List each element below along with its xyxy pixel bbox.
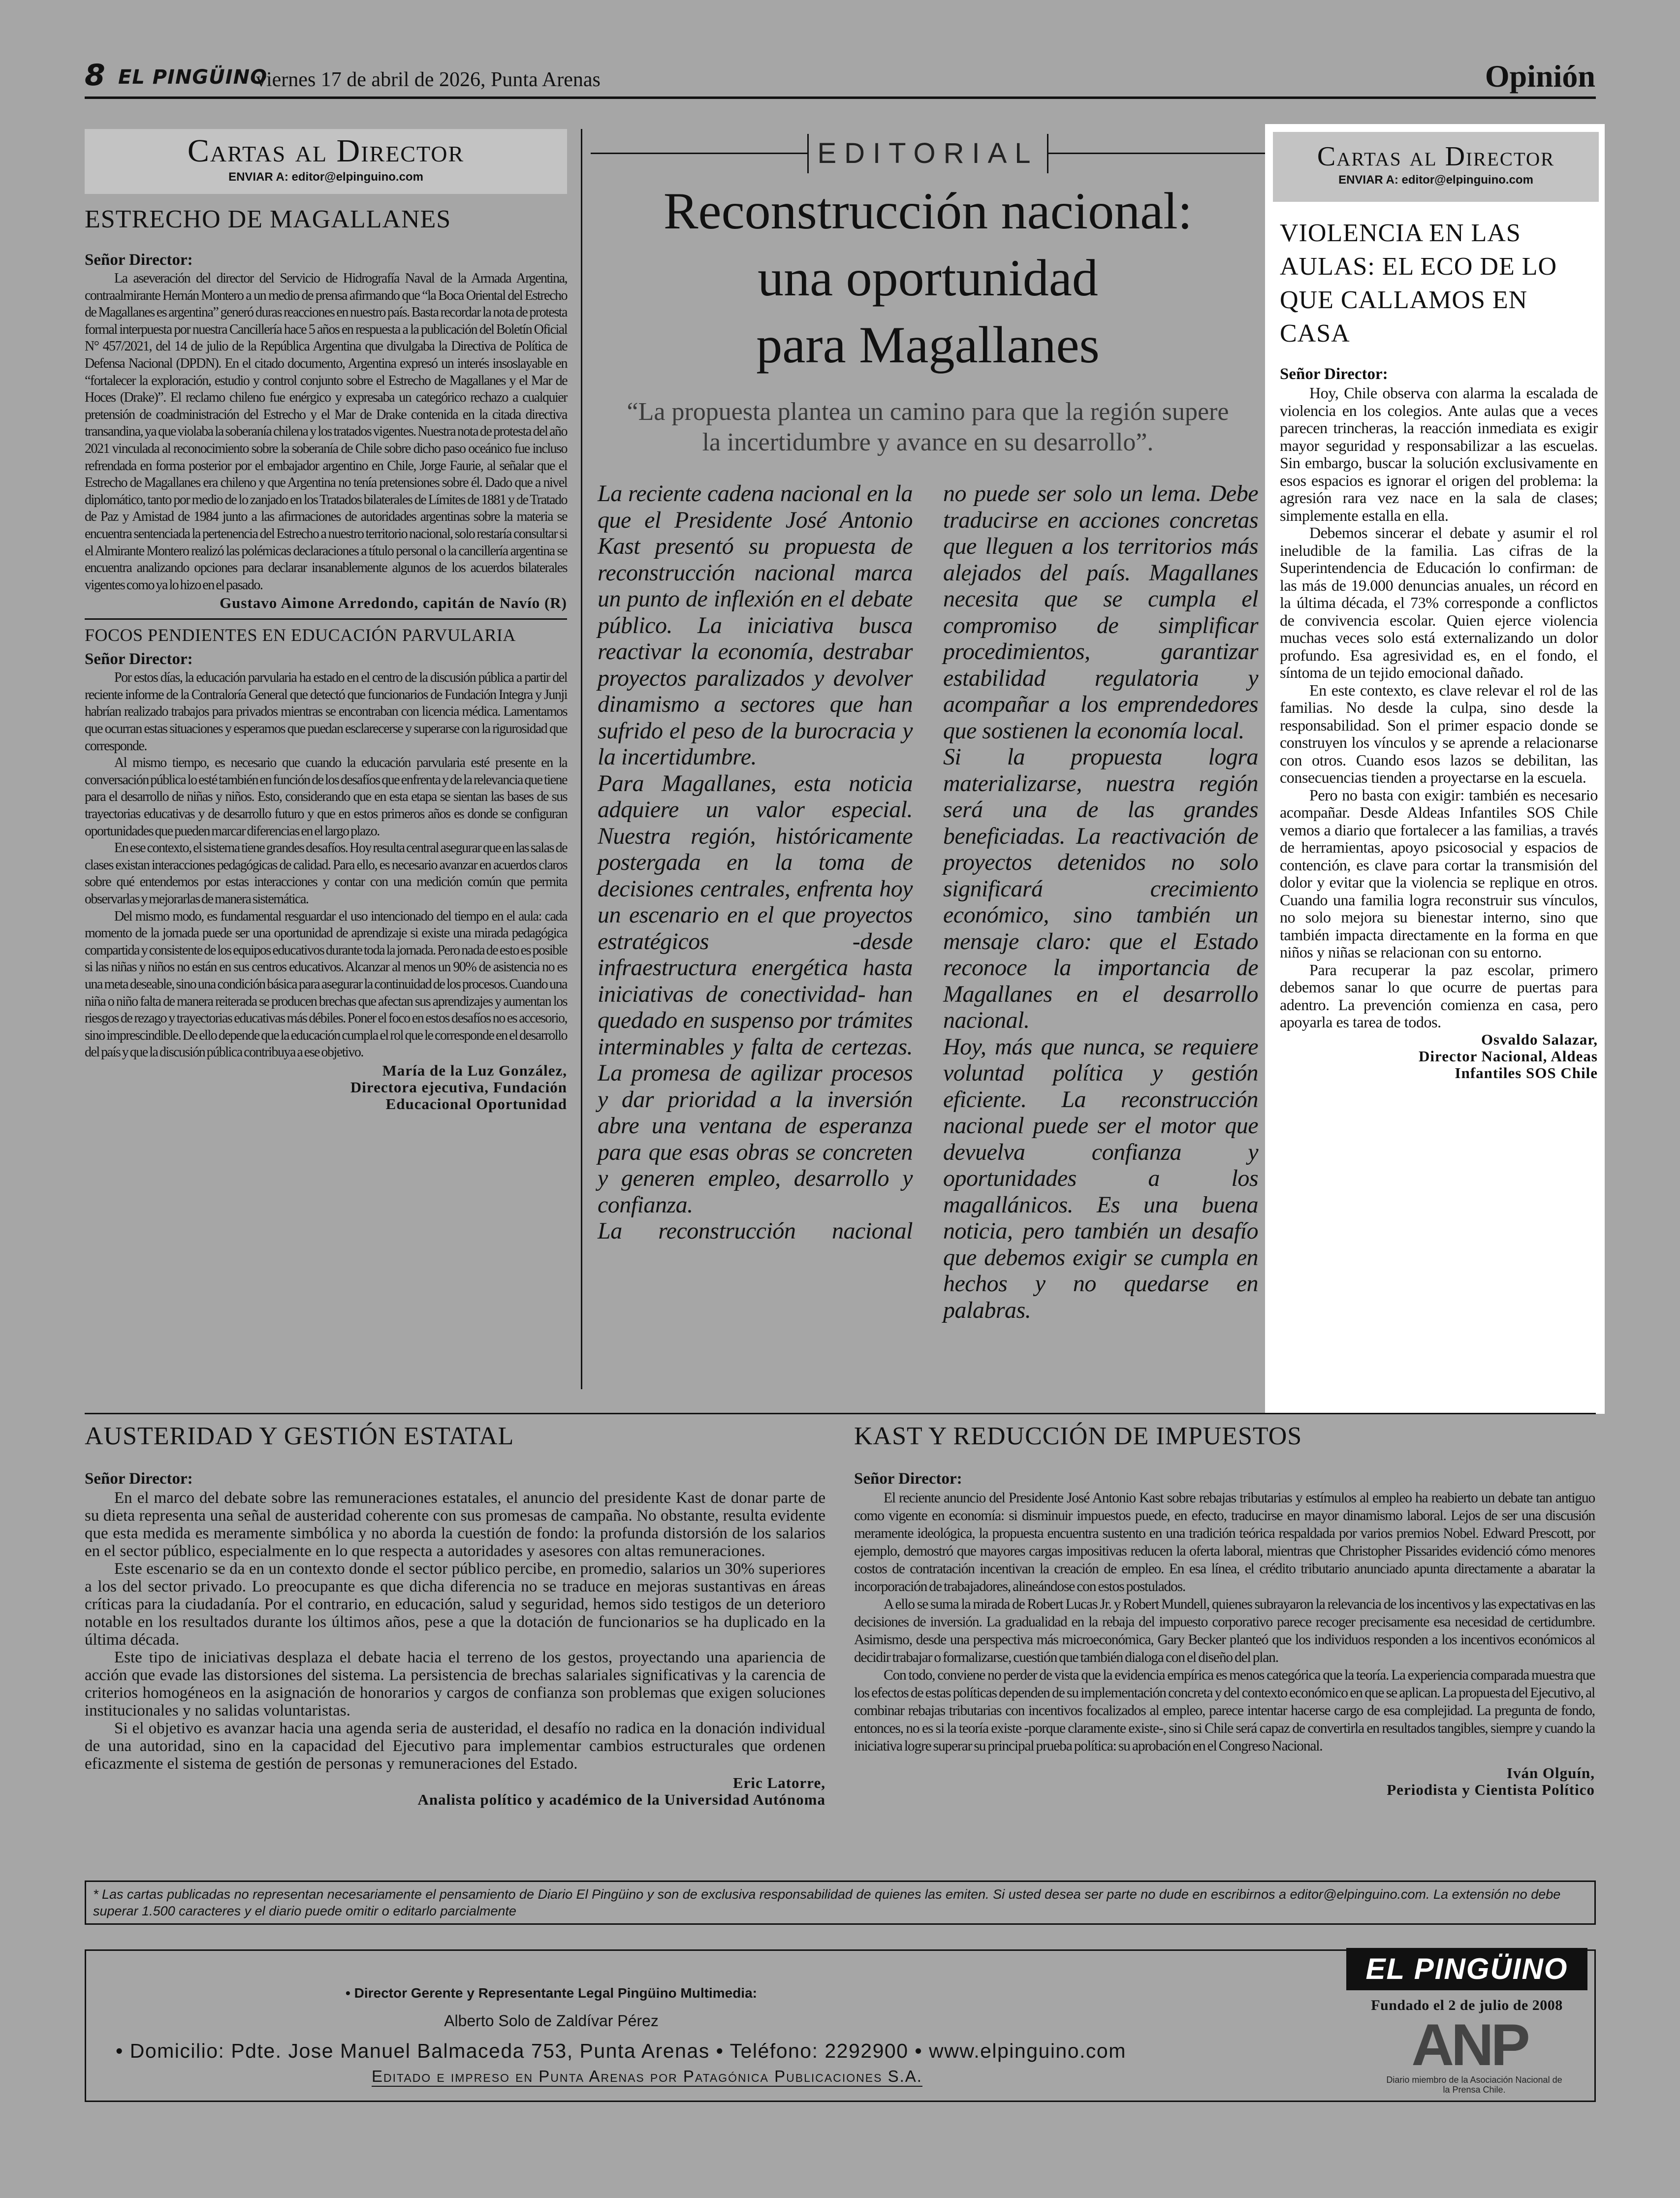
letter3-paragraph: En este contexto, es clave relevar el rol de las familias. No desde la culpa, sino desde la responsabilidad. Son el primer espacio donde se construyen los vínculos y se aprende a relacionarse con otros. Cuando esos lazos se debilitan, las consecuencias tienden a proyectarse en la escuela. — [1280, 681, 1598, 786]
left-box-send-to: ENVIAR A: editor@elpinguino.com — [228, 170, 423, 184]
letter5 — [854, 1422, 1595, 1798]
anp-caption: Diario miembro de la Asociación Nacional de la Prensa Chile. — [1386, 2075, 1562, 2095]
letter3-paragraph: Para recuperar la paz escolar, primero debemos sanar lo que ocurre de puertas para adentro. La prevención comienza en casa, pero apoyarla es tarea de todos. — [1280, 960, 1598, 1031]
letter3-signature-line: Director Nacional, Aldeas — [1419, 1047, 1598, 1065]
letter5-signature-line: Iván Olguín, — [1506, 1764, 1595, 1782]
editorial-label-line-left — [591, 153, 807, 154]
letter2-signature-line: María de la Luz González, — [382, 1061, 567, 1079]
header-date: viernes 17 de abril de 2026, Punta Arenas — [256, 68, 601, 91]
letter4-paragraph: Si el objetivo es avanzar hacia una agenda seria de austeridad, el desafío no radica en la donación individual de una autoridad, sino en la capacidad del Ejecutivo para implementar cambios estructurales que ordenen eficazmente el sistema de gestión de personas y remuneraciones del Estado. — [85, 1720, 825, 1773]
letter1-salutation: Señor Director: — [85, 251, 193, 269]
editorial-label-row — [591, 129, 1265, 178]
editorial-paragraph: La reconstrucción nacional — [598, 1218, 913, 1244]
section-title: Opinión — [1485, 59, 1595, 94]
letter2-title: FOCOS PENDIENTES EN EDUCACIÓN PARVULARIA — [85, 625, 516, 645]
letter4-paragraph: Este tipo de iniciativas desplaza el debate hacia el terreno de los gestos, proyectando una apariencia de acción que evade las distorsiones del sistema. La persistencia de brechas salariales significativas y la carencia de criterios homogéneos en la asignación de honorarios y cargos de confianza son problemas que exigen soluciones institucionales y no salidas voluntaristas. — [85, 1649, 825, 1720]
editorial-pull-quote: “La propuesta plantea un camino para que la región supere la incertidumbre y avance en su desarrollo”. — [627, 398, 1229, 456]
letter1-title: ESTRECHO DE MAGALLANES — [85, 205, 451, 233]
letter4-paragraph: Este escenario se da en un contexto donde el sector público percibe, en promedio, salarios un 30% superiores a los del sector privado. Lo preocupante es que dicha diferencia no se traduce en mejoras sustantivas en áreas críticas para la ciudadanía. Por el contrario, en educación, salud y seguridad, hemos sido testigos de un deterioro notable en los resultados durante los últimos años, pese a que la dotación de funcionarios se ha duplicado en la última década. — [85, 1560, 825, 1649]
letter2-signature-line: Directora ejecutiva, Fundación — [350, 1078, 567, 1096]
editorial-title-line: una oportunidad — [758, 249, 1098, 307]
letter5-paragraph: A ello se suma la mirada de Robert Lucas Jr. y Robert Mundell, quienes subrayaron la relevancia de los incentivos y las expectativas en las decisiones de inversión. La gradualidad en la rebaja del impuesto corporativo parece recoger precisamente esa necesidad de certidumbre. Asimismo, desde una perspectiva más microeconómica, Gary Becker planteó que los individuos responden a los incentivos económicos al decidir trabajar o formalizarse, cuestión que también dialoga con el diseño del plan. — [854, 1596, 1595, 1665]
letter4-title: AUSTERIDAD Y GESTIÓN ESTATAL — [85, 1422, 514, 1450]
right-box-header — [1273, 132, 1599, 202]
right-box-send-to: ENVIAR A: editor@elpinguino.com — [1338, 173, 1533, 187]
letter2-paragraph: Del mismo modo, es fundamental resguardar el uso intencionado del tiempo en el aula: cada momento de la jornada puede ser una oportunidad de aprendizaje si existe una mirada pedagógica compartida y consistente de los equipos educativos durante toda la jornada. Pero nada de esto es posible si las niñas y niños no están en sus centros educativos. Alcanzar al menos un 90% de asistencia no es una meta deseable, sino una condición básica para asegurar la continuidad de los procesos. Cuando una niña o niño falta de manera reiterada se producen brechas que afectan sus aprendizajes y aumentan los riesgos de rezago y trayectorias educativas más débiles. Poner el foco en estos desafíos no es accesorio, sino imprescindible. De ello depende que la educación cumpla el rol que le corresponde en el desarrollo del país y que la discusión pública contribuya a ese objetivo. — [85, 908, 567, 1060]
left-letters-column — [85, 129, 567, 1113]
editorial-body — [591, 480, 1265, 1323]
page-number: 8 — [85, 58, 105, 93]
bottom-section-rule — [85, 1413, 1596, 1414]
letter1-signature: Gustavo Aimone Arredondo, capitán de Navío (R) — [220, 594, 567, 612]
anp-logo: ANP — [1411, 2012, 1527, 2078]
letter2-signature-line: Educacional Oportunidad — [385, 1095, 567, 1113]
letter5-salutation: Señor Director: — [854, 1470, 962, 1488]
editorial-section — [591, 129, 1265, 1323]
header-rule — [85, 96, 1596, 99]
letter4-signature-line: Analista político y académico de la Universidad Autónoma — [417, 1791, 825, 1808]
column-rule-left — [581, 129, 582, 1389]
letter3-title: VIOLENCIA EN LAS AULAS: EL ECO DE LO QUE CALLAMOS EN CASA — [1280, 219, 1557, 348]
letters-disclaimer: * Las cartas publicadas no representan necesariamente el pensamiento de Diario El Pingüino y son de exclusiva responsabilidad de quienes las emiten. Si usted desea ser parte no dude en escribirnos a editor@elpinguino.com. La extensión no debe superar 1.500 caracteres y el diario puede omitir o editarlo parcialmente — [85, 1880, 1596, 1925]
credits-box — [85, 1949, 1596, 2102]
letter3-paragraph: Debemos sincerar el debate y asumir el rol ineludible de la familia. Las cifras de la Superintendencia de Educación lo confirman: de las más de 19.000 denuncias anuales, un récord en la última década, el 73% corresponde a conflictos de convivencia escolar. Quien ejerce violencia muchas veces solo está externalizando un dolor profundo. Esa agresividad es, en el fondo, el síntoma de un tejido emocional dañado. — [1280, 524, 1598, 681]
editorial-title-line: Reconstrucción nacional: — [663, 182, 1193, 240]
header-brand: EL PINGÜINO — [118, 66, 268, 89]
editorial-paragraph: no puede ser solo un lema. Debe traducirse en acciones concretas que lleguen a los territorios más alejados del país. Magallanes necesita que se cumpla el compromiso de simplificar procedimientos, garantizar estabilidad regulatoria y acompañar a los emprendedores que sostienen la economía local. — [943, 480, 1258, 744]
editorial-title-line: para Magallanes — [756, 316, 1100, 374]
letter4-signature-line: Eric Latorre, — [732, 1774, 825, 1791]
founded-date: Fundado el 2 de julio de 2008 — [1371, 1997, 1563, 2013]
editorial-column-2 — [943, 480, 1258, 1323]
editorial-column-1 — [598, 480, 913, 1323]
footer-logo-text: EL PINGÜINO — [1365, 1952, 1568, 1985]
letter-divider — [85, 618, 567, 620]
letter5-signature-line: Periodista y Cientista Político — [1387, 1781, 1595, 1798]
editorial-paragraph: La reciente cadena nacional en la que el Presidente José Antonio Kast presentó su propuesta de reconstrucción nacional marca un punto de inflexión en el debate público. La iniciativa busca reactivar la economía, destrabar proyectos paralizados y devolver dinamismo a sectores que han sufrido el peso de la burocracia y la incertidumbre. — [598, 480, 913, 770]
right-letters-box — [1265, 124, 1605, 1414]
editorial-paragraph: Si la propuesta logra materializarse, nuestra región será una de las grandes beneficiadas. La reactivación de proyectos detenidos no solo significará crecimiento económico, sino también un mensaje claro: que el Estado reconoce la importancia de Magallanes en el desarrollo nacional. — [943, 744, 1258, 1033]
editorial-paragraph: Para Magallanes, esta noticia adquiere un valor especial. Nuestra región, históricamente postergada en la toma de decisiones centrales, enfrenta hoy un escenario en el que proyectos estratégicos -desde infraestructura energética hasta iniciativas de conectividad- han quedado en suspenso por trámites interminables y falta de certezas. La promesa de agilizar procesos y dar prioridad a la inversión abre una ventana de esperanza para que esas obras se concreten y generen empleo, desarrollo y confianza. — [598, 770, 913, 1218]
footer-logo — [1346, 1948, 1587, 1990]
letter5-paragraph: El reciente anuncio del Presidente José Antonio Kast sobre rebajas tributarias y estímulos al empleo ha reabierto un debate tan antiguo como vigente en economía: si disminuir impuestos puede, en efecto, traducirse en mayor dinamismo laboral. Lejos de ser una discusión meramente ideológica, la propuesta encuentra sustento en una tradición teórica respaldada por varios premios Nobel. Edward Prescott, por ejemplo, demostró que mayores cargas impositivas reducen la oferta laboral, mientras que Christopher Pissarides evidenció cómo menores costos de contratación incentivan la creación de empleo. En esa línea, el crédito tributario anunciado apunta directamente a abaratar la incorporación de trabajadores, alineándose con estos postulados. — [854, 1490, 1595, 1594]
director-name: Alberto Solo de Zaldívar Pérez — [444, 2012, 659, 2030]
left-box-title: Cartas al Director — [187, 133, 465, 169]
director-label: • Director Gerente y Representante Legal Pingüino Multimedia: — [346, 1985, 757, 2001]
letter3-paragraph: Pero no basta con exigir: también es necesario acompañar. Desde Aldeas Infantiles SOS Chile vemos a diario que fortalecer a las familias, a través de herramientas, apoyo psicosocial y espacios de contención, es clave para cortar la transmisión del dolor y evitar que la violencia se replique en otros. Cuando una familia logra reconstruir sus vínculos, no solo mejora su bienestar interno, sino que también impacta directamente en la forma en que niños y niñas se relacionan con su entorno. — [1280, 786, 1598, 961]
letter2-paragraph: Al mismo tiempo, es necesario que cuando la educación parvularia esté presente en la conversación pública lo esté también en función de los desafíos que enfrenta y de la relevancia que tiene para el desarrollo de niñas y niños. Esto, considerando que en esta etapa se sientan las bases de sus trayectorias educativas y de desarrollo futuro y que en estos primeros años es donde se configuran oportunidades que pueden marcar diferencias en el largo plazo. — [85, 755, 567, 839]
letter5-title: KAST Y REDUCCIÓN DE IMPUESTOS — [854, 1422, 1302, 1450]
letter3-paragraph: Hoy, Chile observa con alarma la escalada de violencia en los colegios. Ante aulas que a veces parecen trincheras, la reacción inmediata es exigir mayor seguridad y responsabilizar a las escuelas. Sin embargo, buscar la solución exclusivamente en esos espacios es ignorar el origen del problema: la agresión rara vez nace en la sala de clases; simplemente estalla en ella. — [1280, 384, 1598, 524]
letter3-signature-line: Infantiles SOS Chile — [1455, 1064, 1598, 1082]
letter4-salutation: Señor Director: — [85, 1470, 193, 1488]
editorial-paragraph: Hoy, más que nunca, se requiere voluntad política y gestión eficiente. La reconstrucción nacional puede ser el motor que devuelva confianza y oportunidades a los magallánicos. Es una buena noticia, pero también un desafío que debemos exigir se cumpla en hechos y no quedarse en palabras. — [943, 1033, 1258, 1323]
letter3-signature-line: Osvaldo Salazar, — [1481, 1030, 1598, 1048]
left-box-header — [85, 129, 567, 194]
editorial-label: EDITORIAL — [817, 137, 1039, 169]
letter2-paragraph: En ese contexto, el sistema tiene grandes desafíos. Hoy resulta central asegurar que en las salas de clases existan interacciones pedagógicas de calidad. Para ello, es necesario avanzar en acuerdos claros sobre qué entendemos por estas interacciones y contar con una medición común que permita observarlas y mejorarlas de manera sistemática. — [85, 840, 567, 907]
letter5-paragraph: Con todo, conviene no perder de vista que la evidencia empírica es menos categórica que la teoría. La experiencia comparada muestra que los efectos de estas políticas dependen de su implementación concreta y del contexto económico en que se aplican. La propuesta del Ejecutivo, al combinar rebajas tributarias con incentivos focalizados al empleo, parece intentar hacerse cargo de esa complejidad. La pregunta de fondo, entonces, no es si la teoría existe -porque claramente existe-, sino si Chile será capaz de convertirla en resultados tangibles, siempre y cuando la iniciativa logre superar su principal prueba política: su aprobación en el Congreso Nacional. — [854, 1667, 1595, 1754]
letter4-paragraph: En el marco del debate sobre las remuneraciones estatales, el anuncio del presidente Kast de donar parte de su dieta representa una señal de austeridad coherente con sus promesas de campaña. No obstante, resulta evidente que esta medida es meramente simbólica y no aborda la cuestión de fondo: la profunda distorsión de los salarios en el sector público, especialmente en lo que respecta a autoridades y asesores con altas remuneraciones. — [85, 1489, 825, 1560]
letter3-salutation: Señor Director: — [1280, 365, 1388, 383]
letter1-paragraph: La aseveración del director del Servicio de Hidrografía Naval de la Armada Argentina, contraalmirante Hernán Montero a un medio de prensa afirmando que “la Boca Oriental del Estrecho de Magallanes es argentina” generó duras reacciones en nuestro país. Basta recordar la nota de protesta formal interpuesta por nuestra Cancillería hace 5 años en respuesta a la publicación del Boletín Oficial N° 457/2021, del 14 de julio de la República Argentina que divulgaba la Directiva de Política de Defensa Nacional (DPDN). En el citado documento, Argentina expresó un interés insoslayable en “fortalecer la exploración, estudio y control conjunto sobre el Estrecho de Magallanes y el Mar de Hoces (Drake)”. El reclamo chileno fue enérgico y expresaba un categórico rechazo a cualquier pretensión de coadministración del Estrecho y el Mar de Drake contenida en la citada directiva transandina, ya que violaba la soberanía chilena y los tratados vigentes. Nuestra nota de protesta del año 2021 vinculada al reconocimiento sobre la soberanía de Chile sobre dicho paso oceánico fue incluso refrendada en forma posterior por el embajador argentino en Chile, Jorge Faurie, al señalar que el Estrecho de Magallanes era chileno y que Argentina no tenía pretensiones sobre él. Dado que a nivel diplomático, tanto por medio de lo zanjado en los Tratados bilaterales de Límites de 1881 y de Tratado de Paz y Amistad de 1984 junto a las afirmaciones de autoridades argentinas sobre la materia se encuentra sentenciada la pertenencia del Estrecho a nuestro territorio nacional, solo restaría consultar si el Almirante Montero realizó las polémicas declaraciones a título personal o la cancillería argentina se encuentra analizando opciones para declarar insanablemente algunos de los acuerdos bilaterales vigentes como ya lo hizo en el pasado. — [85, 271, 567, 593]
letter2-salutation: Señor Director: — [85, 650, 193, 669]
contact-line: • Domicilio: Pdte. Jose Manuel Balmaceda 753, Punta Arenas • Teléfono: 2292900 • www.elpinguino.com — [116, 2039, 1126, 2062]
printed-by: Editado e impreso en Punta Arenas por Patagónica Publicaciones S.A. — [372, 2067, 922, 2087]
right-box-title: Cartas al Director — [1317, 141, 1555, 172]
letter2-paragraph: Por estos días, la educación parvularia ha estado en el centro de la discusión pública a partir del reciente informe de la Contraloría General que detectó que funcionarios de Fundación Integra y Junji habrían realizado trabajos para privados mientras se encontraban con licencia médica. Lamentamos que ocurran estas situaciones y esperamos que puedan esclarecerse y superarse con la rigurosidad que corresponde. — [85, 670, 567, 754]
editorial-label-line-right — [1048, 153, 1265, 154]
letter4 — [85, 1422, 825, 1808]
